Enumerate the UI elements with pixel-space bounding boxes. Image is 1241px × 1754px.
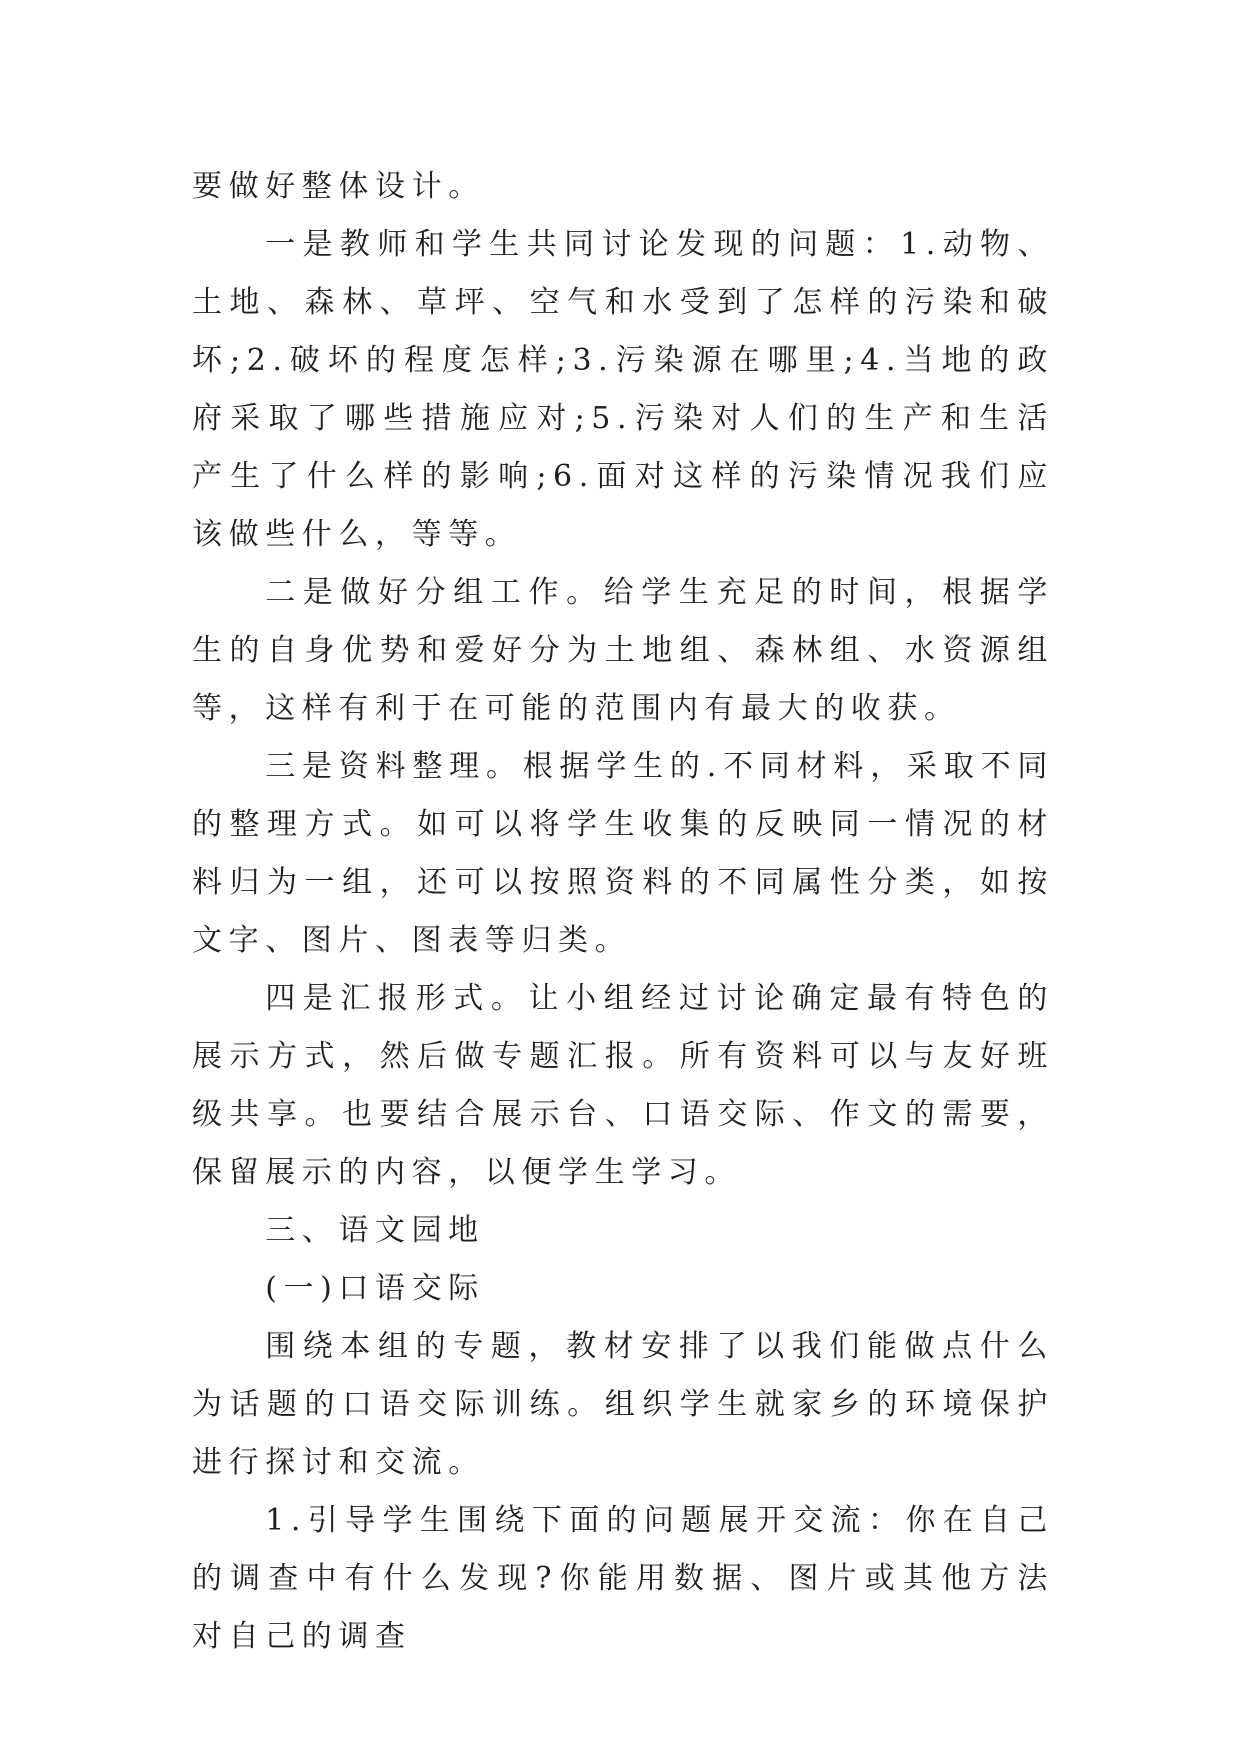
subsection-heading-oral-communication: (一)口语交际 — [265, 1271, 485, 1306]
paragraph-material-organizing: 三是资料整理。根据学生的.不同材料，采取不同的整理方式。如可以将学生收集的反映同一情况的材料归为一组，还可以按照资料的不同属性分类，如按文字、图片、图表等归类。 — [192, 749, 1054, 958]
paragraph-guidance-step-1: 1.引导学生围绕下面的问题展开交流：你在自己的调查中有什么发现?你能用数据、图片或其他方法对自己的调查 — [192, 1503, 1054, 1654]
paragraph-discussion-questions: 一是教师和学生共同讨论发现的问题：1.动物、土地、森林、草坪、空气和水受到了怎样的污染和破坏;2.破坏的程度怎样;3.污染源在哪里;4.当地的政府采取了哪些措施应对;5.污染对人们的生产和生活产生了什么样的影响;6.面对这样的污染情况我们应该做些什么，等等。 — [192, 227, 1054, 552]
document-body — [192, 158, 1054, 1666]
paragraph-report-format: 四是汇报形式。让小组经过讨论确定最有特色的展示方式，然后做专题汇报。所有资料可以与友好班级共享。也要结合展示台、口语交际、作文的需要，保留展示的内容，以便学生学习。 — [192, 981, 1054, 1190]
section-heading-chinese-garden: 三、语文园地 — [265, 1213, 485, 1248]
paragraph-oral-topic: 围绕本组的专题，教材安排了以我们能做点什么为话题的口语交际训练。组织学生就家乡的环境保护进行探讨和交流。 — [192, 1329, 1054, 1480]
paragraph-grouping: 二是做好分组工作。给学生充足的时间，根据学生的自身优势和爱好分为土地组、森林组、水资源组等，这样有利于在可能的范围内有最大的收获。 — [192, 575, 1054, 726]
paragraph-continuation: 要做好整体设计。 — [192, 169, 485, 204]
